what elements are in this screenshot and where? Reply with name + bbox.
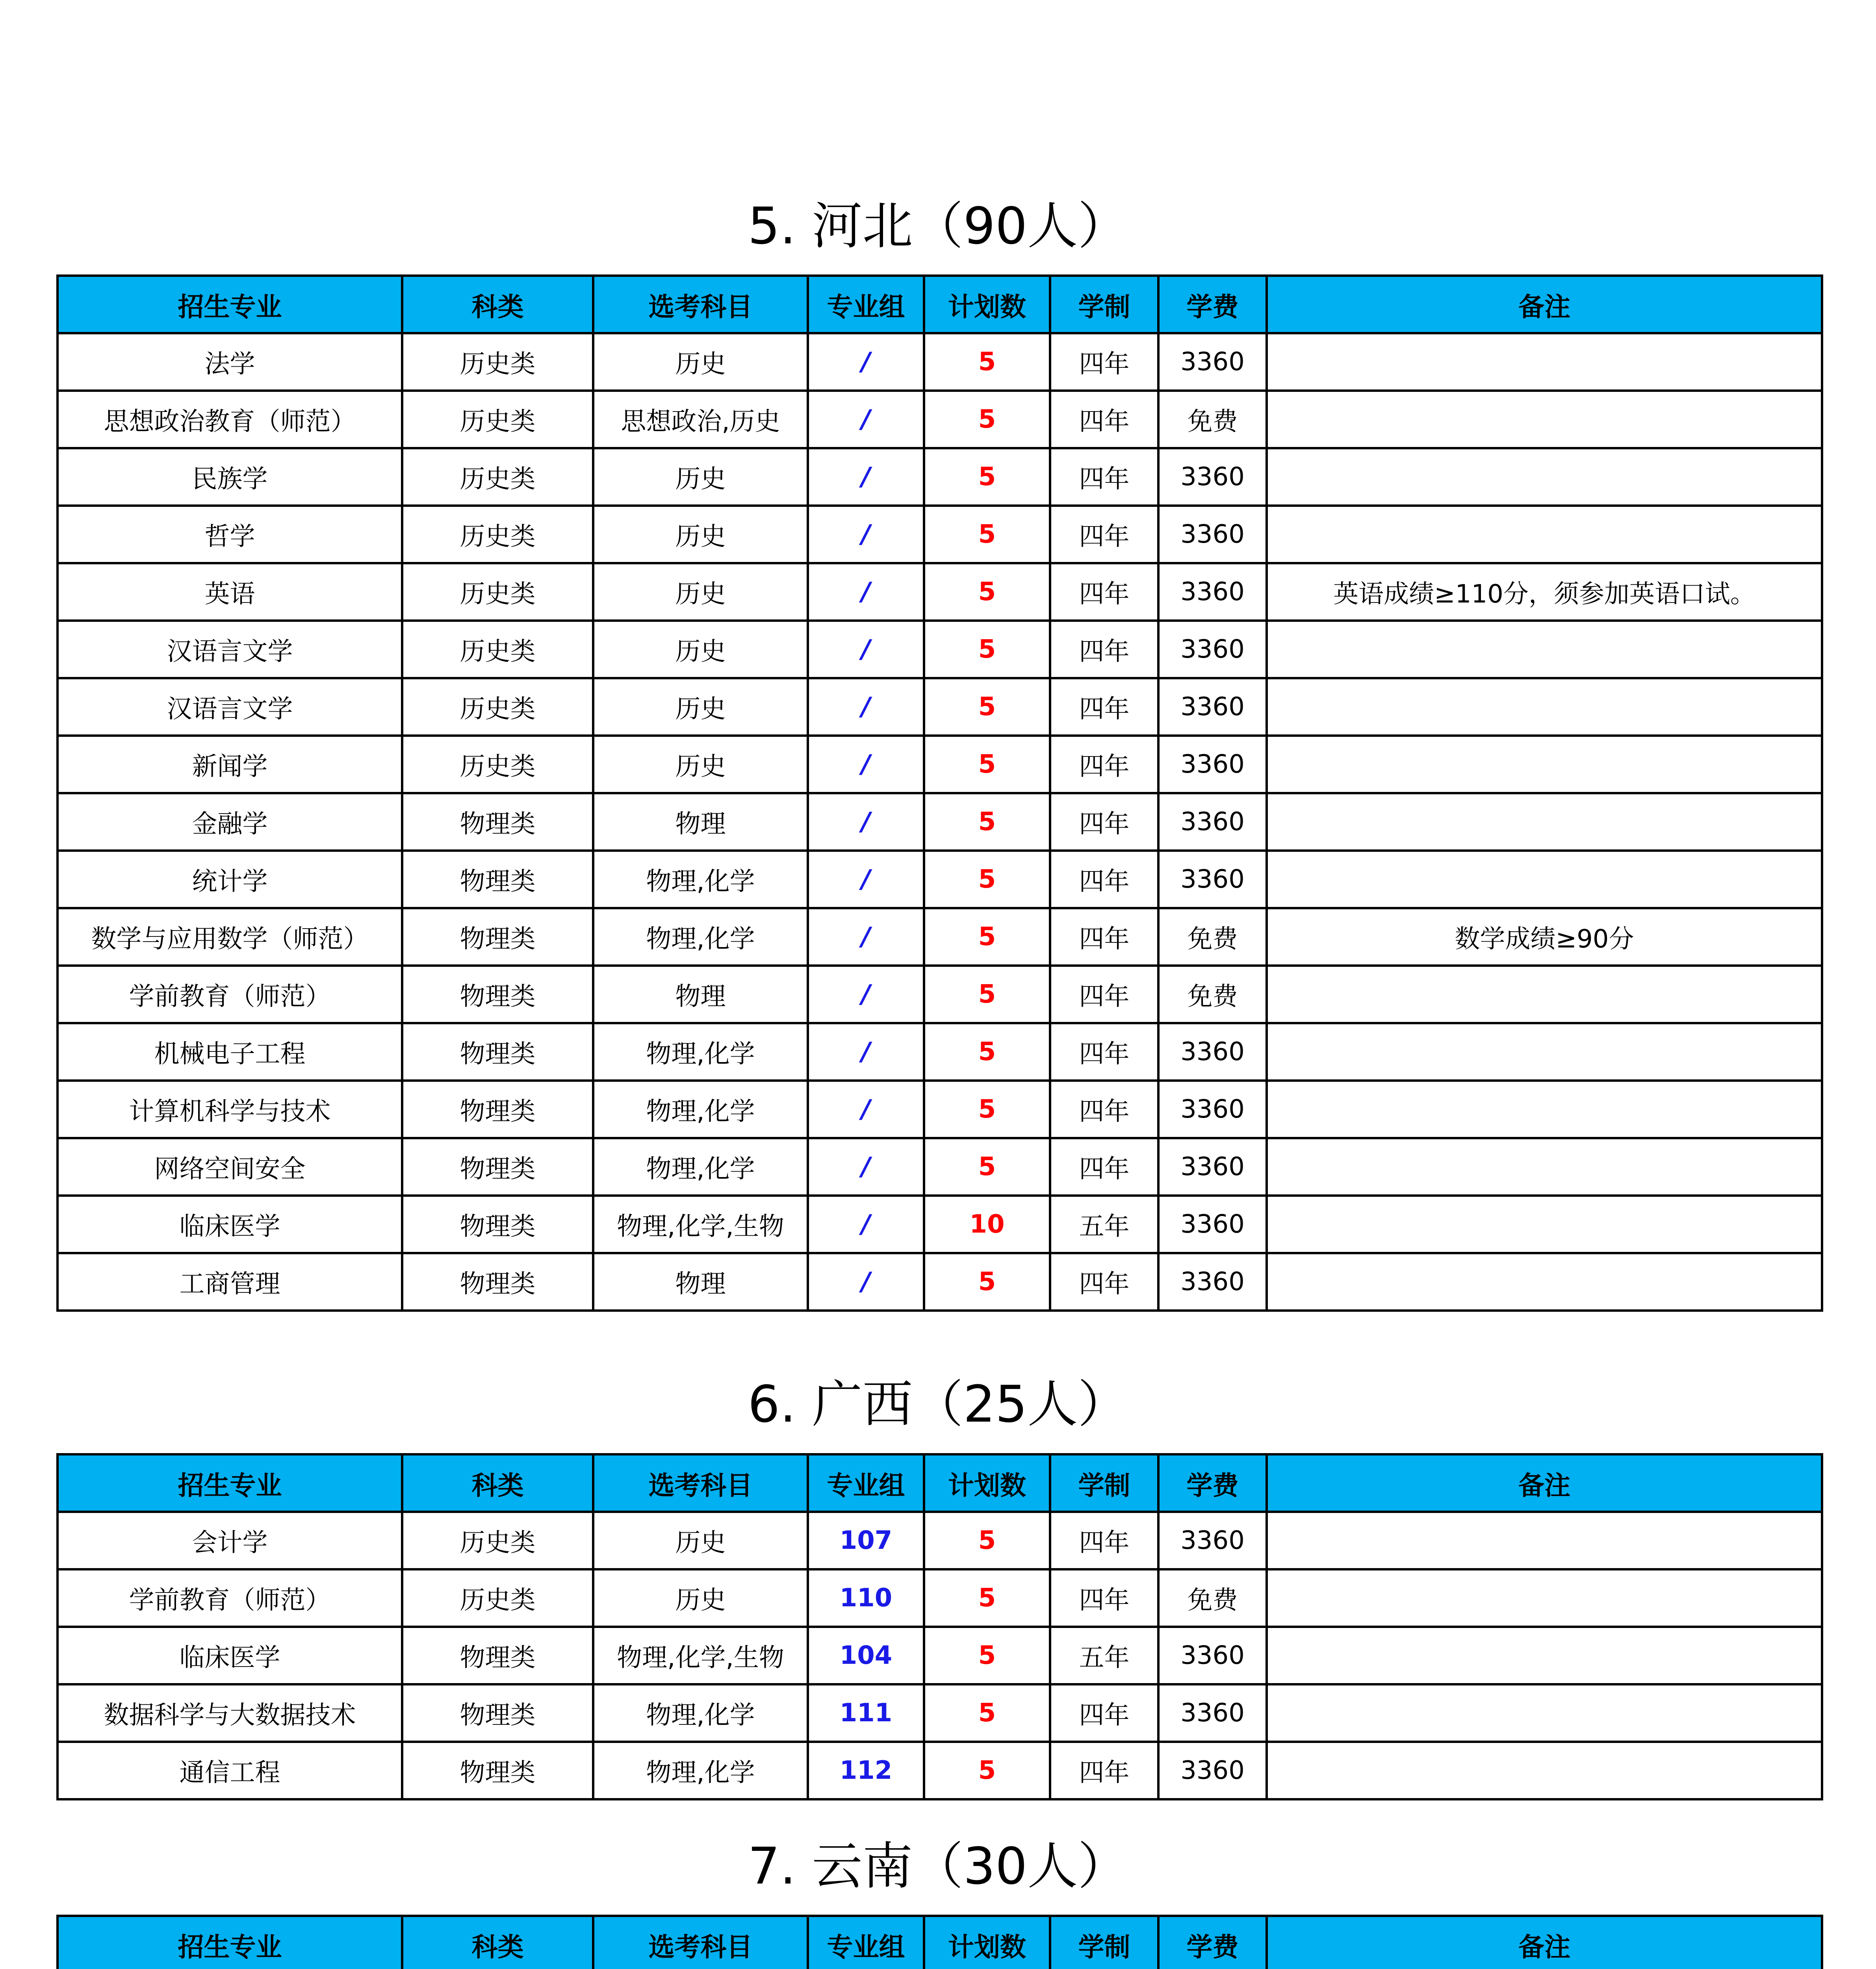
cell-fee: 3360	[1158, 1627, 1267, 1684]
cell-group: 112	[808, 1742, 924, 1799]
cell-fee: 3360	[1158, 793, 1267, 851]
header-duration: 学制	[1050, 1454, 1158, 1512]
cell-duration: 四年	[1050, 1742, 1158, 1799]
cell-subjects: 历史	[593, 333, 808, 391]
cell-subjects: 历史	[593, 506, 808, 563]
cell-remark	[1267, 391, 1822, 448]
table-row	[58, 1081, 1822, 1138]
table-row	[58, 1023, 1822, 1081]
cell-fee: 3360	[1158, 448, 1267, 506]
header-major: 招生专业	[58, 276, 402, 333]
cell-plan: 5	[924, 1627, 1050, 1684]
cell-major: 学前教育（师范）	[58, 966, 402, 1023]
cell-category: 物理类	[402, 1253, 593, 1311]
cell-subjects: 物理,化学	[593, 1081, 808, 1138]
header-plan: 计划数	[924, 1916, 1050, 1969]
cell-group: /	[808, 1081, 924, 1138]
cell-fee: 免费	[1158, 908, 1267, 966]
cell-fee: 3360	[1158, 621, 1267, 678]
table-row	[58, 563, 1822, 621]
cell-group: /	[808, 736, 924, 793]
cell-category: 物理类	[402, 1742, 593, 1799]
cell-category: 历史类	[402, 506, 593, 563]
cell-subjects: 历史	[593, 1512, 808, 1569]
cell-group: /	[808, 506, 924, 563]
cell-major: 思想政治教育（师范）	[58, 391, 402, 448]
cell-category: 历史类	[402, 333, 593, 391]
cell-major: 机械电子工程	[58, 1023, 402, 1081]
cell-plan: 10	[924, 1196, 1050, 1253]
cell-category: 历史类	[402, 391, 593, 448]
cell-plan: 5	[924, 1023, 1050, 1081]
header-row	[58, 276, 1822, 333]
cell-major: 统计学	[58, 851, 402, 908]
admission-table-yunnan	[56, 1915, 1823, 1969]
cell-subjects: 历史	[593, 448, 808, 506]
header-plan: 计划数	[924, 276, 1050, 333]
cell-duration: 四年	[1050, 1253, 1158, 1311]
cell-subjects: 历史	[593, 678, 808, 736]
header-category: 科类	[402, 1454, 593, 1512]
cell-plan: 5	[924, 333, 1050, 391]
cell-plan: 5	[924, 1684, 1050, 1742]
cell-subjects: 物理,化学	[593, 1684, 808, 1742]
cell-plan: 5	[924, 736, 1050, 793]
cell-subjects: 物理,化学	[593, 1138, 808, 1196]
cell-fee: 3360	[1158, 1196, 1267, 1253]
cell-category: 历史类	[402, 621, 593, 678]
header-plan: 计划数	[924, 1454, 1050, 1512]
cell-group: /	[808, 1196, 924, 1253]
cell-duration: 四年	[1050, 793, 1158, 851]
cell-remark	[1267, 793, 1822, 851]
cell-remark	[1267, 851, 1822, 908]
cell-remark	[1267, 506, 1822, 563]
cell-remark	[1267, 1138, 1822, 1196]
header-fee: 学费	[1158, 1916, 1267, 1969]
cell-category: 历史类	[402, 563, 593, 621]
cell-category: 物理类	[402, 793, 593, 851]
cell-duration: 四年	[1050, 1684, 1158, 1742]
cell-group: /	[808, 563, 924, 621]
cell-plan: 5	[924, 506, 1050, 563]
cell-plan: 5	[924, 448, 1050, 506]
cell-subjects: 物理,化学	[593, 908, 808, 966]
cell-remark	[1267, 736, 1822, 793]
cell-group: /	[808, 448, 924, 506]
header-group: 专业组	[808, 1916, 924, 1969]
table-row	[58, 621, 1822, 678]
table-row	[58, 1253, 1822, 1311]
admission-table-guangxi	[56, 1453, 1823, 1800]
cell-fee: 3360	[1158, 1742, 1267, 1799]
cell-category: 物理类	[402, 1627, 593, 1684]
cell-remark	[1267, 333, 1822, 391]
header-subjects: 选考科目	[593, 1916, 808, 1969]
cell-remark	[1267, 1196, 1822, 1253]
cell-duration: 四年	[1050, 1023, 1158, 1081]
cell-category: 物理类	[402, 1023, 593, 1081]
cell-remark: 数学成绩≥90分	[1267, 908, 1822, 966]
cell-remark	[1267, 966, 1822, 1023]
cell-subjects: 历史	[593, 621, 808, 678]
cell-group: /	[808, 851, 924, 908]
cell-major: 数据科学与大数据技术	[58, 1684, 402, 1742]
cell-remark	[1267, 678, 1822, 736]
cell-category: 历史类	[402, 1569, 593, 1627]
cell-fee: 3360	[1158, 851, 1267, 908]
table-row	[58, 333, 1822, 391]
cell-remark	[1267, 1627, 1822, 1684]
header-remark: 备注	[1267, 1454, 1822, 1512]
cell-category: 物理类	[402, 908, 593, 966]
cell-major: 网络空间安全	[58, 1138, 402, 1196]
cell-group: /	[808, 678, 924, 736]
cell-remark	[1267, 1023, 1822, 1081]
cell-subjects: 物理	[593, 966, 808, 1023]
cell-duration: 四年	[1050, 563, 1158, 621]
cell-fee: 免费	[1158, 1569, 1267, 1627]
cell-major: 哲学	[58, 506, 402, 563]
cell-remark	[1267, 1253, 1822, 1311]
cell-duration: 四年	[1050, 678, 1158, 736]
cell-major: 金融学	[58, 793, 402, 851]
section-title-yunnan: 7. 云南（30人）	[748, 1837, 1128, 1896]
table-row	[58, 1627, 1822, 1684]
table-row	[58, 1569, 1822, 1627]
cell-subjects: 历史	[593, 736, 808, 793]
cell-duration: 四年	[1050, 966, 1158, 1023]
header-category: 科类	[402, 276, 593, 333]
cell-subjects: 物理,化学,生物	[593, 1196, 808, 1253]
cell-remark	[1267, 621, 1822, 678]
cell-duration: 五年	[1050, 1627, 1158, 1684]
admission-table-hebei	[56, 274, 1823, 1312]
cell-fee: 3360	[1158, 333, 1267, 391]
cell-plan: 5	[924, 851, 1050, 908]
cell-duration: 四年	[1050, 1569, 1158, 1627]
table-row	[58, 736, 1822, 793]
header-major: 招生专业	[58, 1454, 402, 1512]
header-subjects: 选考科目	[593, 276, 808, 333]
cell-plan: 5	[924, 793, 1050, 851]
cell-duration: 五年	[1050, 1196, 1158, 1253]
cell-group: /	[808, 966, 924, 1023]
cell-group: /	[808, 1023, 924, 1081]
cell-category: 历史类	[402, 448, 593, 506]
cell-remark	[1267, 1684, 1822, 1742]
cell-group: /	[808, 621, 924, 678]
cell-category: 物理类	[402, 1196, 593, 1253]
cell-fee: 3360	[1158, 1253, 1267, 1311]
cell-subjects: 历史	[593, 1569, 808, 1627]
cell-group: 111	[808, 1684, 924, 1742]
section-title-guangxi: 6. 广西（25人）	[748, 1375, 1128, 1434]
cell-duration: 四年	[1050, 851, 1158, 908]
cell-duration: 四年	[1050, 1512, 1158, 1569]
header-group: 专业组	[808, 276, 924, 333]
cell-subjects: 物理,化学	[593, 1023, 808, 1081]
cell-group: 107	[808, 1512, 924, 1569]
table-row	[58, 793, 1822, 851]
cell-plan: 5	[924, 391, 1050, 448]
cell-duration: 四年	[1050, 736, 1158, 793]
table-row	[58, 908, 1822, 966]
cell-group: /	[808, 391, 924, 448]
cell-category: 物理类	[402, 1138, 593, 1196]
cell-group: /	[808, 793, 924, 851]
cell-fee: 3360	[1158, 1023, 1267, 1081]
cell-major: 会计学	[58, 1512, 402, 1569]
cell-major: 通信工程	[58, 1742, 402, 1799]
cell-category: 历史类	[402, 678, 593, 736]
header-category: 科类	[402, 1916, 593, 1969]
cell-group: 110	[808, 1569, 924, 1627]
cell-major: 计算机科学与技术	[58, 1081, 402, 1138]
cell-major: 学前教育（师范）	[58, 1569, 402, 1627]
cell-plan: 5	[924, 563, 1050, 621]
table-row	[58, 391, 1822, 448]
cell-plan: 5	[924, 1569, 1050, 1627]
cell-major: 民族学	[58, 448, 402, 506]
table-row	[58, 966, 1822, 1023]
header-remark: 备注	[1267, 276, 1822, 333]
cell-plan: 5	[924, 1138, 1050, 1196]
cell-duration: 四年	[1050, 1081, 1158, 1138]
cell-group: 104	[808, 1627, 924, 1684]
cell-major: 临床医学	[58, 1196, 402, 1253]
table-row	[58, 678, 1822, 736]
header-duration: 学制	[1050, 1916, 1158, 1969]
cell-fee: 3360	[1158, 506, 1267, 563]
cell-group: /	[808, 1138, 924, 1196]
header-fee: 学费	[1158, 276, 1267, 333]
cell-subjects: 物理,化学	[593, 1742, 808, 1799]
header-duration: 学制	[1050, 276, 1158, 333]
cell-major: 汉语言文学	[58, 621, 402, 678]
cell-remark	[1267, 1569, 1822, 1627]
header-row	[58, 1454, 1822, 1512]
cell-duration: 四年	[1050, 908, 1158, 966]
cell-group: /	[808, 333, 924, 391]
cell-duration: 四年	[1050, 506, 1158, 563]
cell-category: 物理类	[402, 1081, 593, 1138]
cell-group: /	[808, 1253, 924, 1311]
cell-duration: 四年	[1050, 1138, 1158, 1196]
cell-plan: 5	[924, 966, 1050, 1023]
cell-remark: 英语成绩≥110分，须参加英语口试。	[1267, 563, 1822, 621]
cell-fee: 3360	[1158, 736, 1267, 793]
header-row	[58, 1916, 1822, 1969]
cell-subjects: 物理	[593, 1253, 808, 1311]
cell-fee: 免费	[1158, 391, 1267, 448]
cell-category: 物理类	[402, 851, 593, 908]
cell-plan: 5	[924, 1081, 1050, 1138]
cell-major: 英语	[58, 563, 402, 621]
cell-fee: 3360	[1158, 563, 1267, 621]
header-group: 专业组	[808, 1454, 924, 1512]
table-row	[58, 851, 1822, 908]
cell-remark	[1267, 1512, 1822, 1569]
cell-category: 历史类	[402, 736, 593, 793]
cell-fee: 3360	[1158, 1512, 1267, 1569]
cell-fee: 3360	[1158, 1081, 1267, 1138]
cell-subjects: 历史	[593, 563, 808, 621]
cell-major: 汉语言文学	[58, 678, 402, 736]
cell-subjects: 物理,化学	[593, 851, 808, 908]
cell-major: 法学	[58, 333, 402, 391]
cell-fee: 3360	[1158, 1138, 1267, 1196]
cell-duration: 四年	[1050, 448, 1158, 506]
cell-remark	[1267, 1081, 1822, 1138]
cell-group: /	[808, 908, 924, 966]
table-row	[58, 1684, 1822, 1742]
cell-major: 临床医学	[58, 1627, 402, 1684]
cell-category: 历史类	[402, 1512, 593, 1569]
cell-plan: 5	[924, 908, 1050, 966]
header-subjects: 选考科目	[593, 1454, 808, 1512]
table-row	[58, 1742, 1822, 1799]
header-fee: 学费	[1158, 1454, 1267, 1512]
cell-subjects: 物理	[593, 793, 808, 851]
cell-subjects: 思想政治,历史	[593, 391, 808, 448]
cell-plan: 5	[924, 1742, 1050, 1799]
cell-plan: 5	[924, 1512, 1050, 1569]
cell-category: 物理类	[402, 966, 593, 1023]
header-major: 招生专业	[58, 1916, 402, 1969]
cell-plan: 5	[924, 678, 1050, 736]
cell-duration: 四年	[1050, 333, 1158, 391]
cell-duration: 四年	[1050, 391, 1158, 448]
cell-remark	[1267, 1742, 1822, 1799]
table-row	[58, 1138, 1822, 1196]
cell-remark	[1267, 448, 1822, 506]
cell-major: 新闻学	[58, 736, 402, 793]
cell-category: 物理类	[402, 1684, 593, 1742]
cell-duration: 四年	[1050, 621, 1158, 678]
header-remark: 备注	[1267, 1916, 1822, 1969]
cell-plan: 5	[924, 1253, 1050, 1311]
cell-major: 数学与应用数学（师范）	[58, 908, 402, 966]
cell-fee: 3360	[1158, 678, 1267, 736]
table-row	[58, 448, 1822, 506]
cell-major: 工商管理	[58, 1253, 402, 1311]
section-title-hebei: 5. 河北（90人）	[748, 197, 1128, 256]
cell-subjects: 物理,化学,生物	[593, 1627, 808, 1684]
table-row	[58, 1196, 1822, 1253]
cell-fee: 3360	[1158, 1684, 1267, 1742]
table-row	[58, 506, 1822, 563]
cell-plan: 5	[924, 621, 1050, 678]
cell-fee: 免费	[1158, 966, 1267, 1023]
table-row	[58, 1512, 1822, 1569]
